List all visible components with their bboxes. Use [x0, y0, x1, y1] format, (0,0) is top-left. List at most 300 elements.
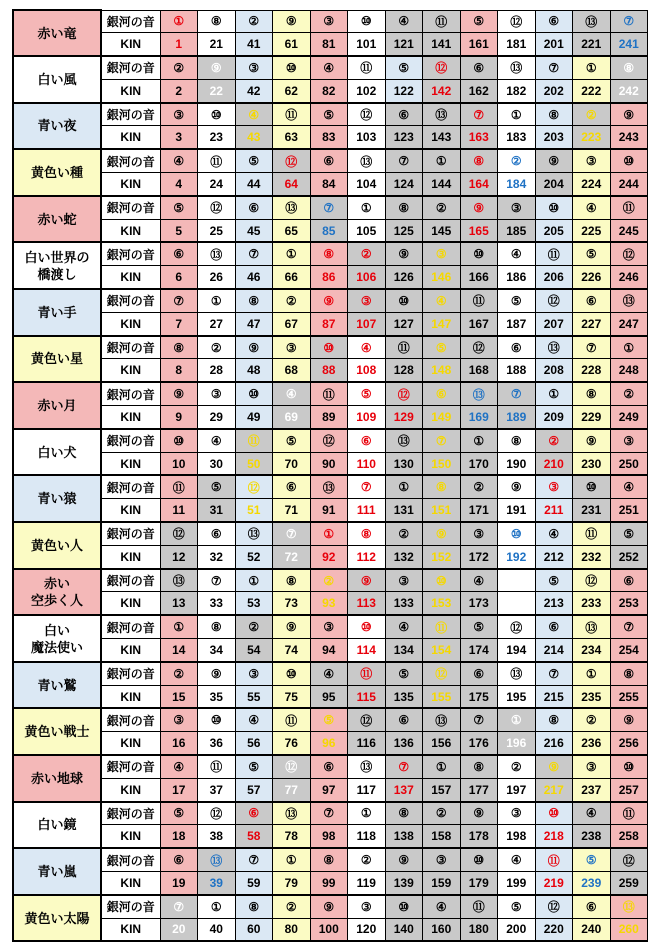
kin-number-cell: 17 [160, 778, 198, 801]
kin-number-cell: 89 [310, 406, 348, 429]
tone-cell: ⑬ [610, 895, 648, 918]
seal-name: 白い世界の 橋渡し [13, 242, 101, 289]
kin-number-cell: 122 [385, 79, 423, 102]
tone-cell: ③ [498, 802, 536, 825]
seal-name: 赤い竜 [13, 10, 101, 56]
tone-cell: ⑬ [498, 662, 536, 685]
tone-cell: ⑧ [423, 475, 461, 498]
seal-row-kin [13, 639, 648, 662]
kin-table [12, 9, 648, 942]
seal-row-kin [13, 219, 648, 242]
tone-cell: ③ [198, 382, 236, 405]
row-label-kin: KIN [101, 825, 160, 848]
seal-row-tone [13, 895, 648, 918]
tone-cell: ⑤ [273, 429, 311, 452]
kin-number-cell: 88 [310, 359, 348, 382]
kin-number-cell: 126 [385, 266, 423, 289]
tone-cell: ③ [348, 895, 386, 918]
seal-row-kin [13, 359, 648, 382]
kin-number-cell: 125 [385, 219, 423, 242]
kin-number-cell: 187 [498, 312, 536, 335]
kin-number-cell: 65 [273, 219, 311, 242]
tone-cell: ⑨ [573, 429, 611, 452]
kin-number-cell: 205 [535, 219, 573, 242]
tone-cell: ④ [573, 802, 611, 825]
kin-number-cell: 96 [310, 732, 348, 755]
tone-cell: ⑨ [385, 848, 423, 871]
tone-cell: ⑪ [385, 336, 423, 359]
tone-cell: ⑨ [610, 708, 648, 731]
tone-cell: ⑩ [535, 802, 573, 825]
kin-number-cell: 152 [423, 545, 461, 568]
tone-cell: ⑩ [460, 848, 498, 871]
tone-cell: ⑤ [348, 382, 386, 405]
tone-cell: ⑬ [198, 848, 236, 871]
kin-number-cell: 251 [610, 499, 648, 522]
tone-cell: ⑥ [235, 802, 273, 825]
kin-number-cell: 258 [610, 825, 648, 848]
tone-cell: ⑤ [610, 522, 648, 545]
tone-cell: ⑦ [610, 615, 648, 638]
seal-name: 白い 魔法使い [13, 615, 101, 662]
kin-number-cell: 37 [198, 778, 236, 801]
tone-cell: ⑧ [198, 10, 236, 33]
tone-cell: ① [498, 103, 536, 126]
row-label-tone: 銀河の音 [101, 242, 160, 265]
kin-number-cell: 62 [273, 79, 311, 102]
kin-number-cell: 154 [423, 639, 461, 662]
kin-number-cell: 165 [460, 219, 498, 242]
tone-cell: ② [385, 522, 423, 545]
tone-cell: ② [498, 149, 536, 172]
row-label-tone: 銀河の音 [101, 336, 160, 359]
tone-cell: ④ [310, 662, 348, 685]
tone-cell: ⑪ [460, 289, 498, 312]
seal-name: 黄色い太陽 [13, 895, 101, 942]
tone-cell: ⑨ [198, 56, 236, 79]
kin-number-cell: 133 [385, 592, 423, 615]
row-label-tone: 銀河の音 [101, 56, 160, 79]
row-label-kin: KIN [101, 79, 160, 102]
kin-number-cell: 256 [610, 732, 648, 755]
tone-cell: ⑤ [235, 149, 273, 172]
seal-name: 青い鷲 [13, 662, 101, 709]
tone-cell: ⑫ [348, 708, 386, 731]
kin-number-cell: 77 [273, 778, 311, 801]
row-label-kin: KIN [101, 871, 160, 894]
seal-row-kin [13, 778, 648, 801]
tone-cell: ① [198, 895, 236, 918]
row-label-tone: 銀河の音 [101, 802, 160, 825]
tone-cell: ⑨ [460, 196, 498, 219]
tone-cell: ⑫ [498, 10, 536, 33]
kin-number-cell: 127 [385, 312, 423, 335]
seal-row-tone [13, 429, 648, 452]
tone-cell: ⑧ [610, 56, 648, 79]
tone-cell: ⑫ [498, 615, 536, 638]
kin-number-cell: 197 [498, 778, 536, 801]
tone-cell: ⑦ [385, 149, 423, 172]
kin-number-cell: 93 [310, 592, 348, 615]
kin-number-cell: 55 [235, 685, 273, 708]
kin-number-cell: 115 [348, 685, 386, 708]
kin-number-cell: 180 [460, 918, 498, 941]
kin-number-cell: 169 [460, 406, 498, 429]
row-label-tone: 銀河の音 [101, 196, 160, 219]
kin-number-cell: 56 [235, 732, 273, 755]
tone-cell: ⑧ [348, 522, 386, 545]
kin-number-cell: 249 [610, 406, 648, 429]
tone-cell: ⑫ [610, 242, 648, 265]
tone-cell: ③ [535, 475, 573, 498]
seal-row-tone [13, 56, 648, 79]
tone-cell: ④ [460, 569, 498, 592]
seal-row-tone [13, 755, 648, 778]
tone-cell: ⑧ [385, 196, 423, 219]
kin-number-cell: 198 [498, 825, 536, 848]
seal-name: 赤い 空歩く人 [13, 569, 101, 616]
seal-row-tone [13, 475, 648, 498]
tone-cell: ⑬ [348, 149, 386, 172]
kin-number-cell: 191 [498, 499, 536, 522]
kin-number-cell: 175 [460, 685, 498, 708]
tone-cell: ② [160, 56, 198, 79]
kin-number-cell: 177 [460, 778, 498, 801]
kin-number-cell: 47 [235, 312, 273, 335]
kin-number-cell: 144 [423, 173, 461, 196]
kin-number-cell: 148 [423, 359, 461, 382]
kin-number-cell: 140 [385, 918, 423, 941]
row-label-tone: 銀河の音 [101, 149, 160, 172]
kin-number-cell: 74 [273, 639, 311, 662]
tone-cell: ⑦ [610, 10, 648, 33]
tone-cell: ⑪ [610, 196, 648, 219]
tone-cell: ④ [310, 56, 348, 79]
kin-number-cell: 123 [385, 126, 423, 149]
kin-number-cell: 214 [535, 639, 573, 662]
row-label-tone: 銀河の音 [101, 429, 160, 452]
tone-cell: ⑧ [310, 242, 348, 265]
kin-number-cell: 109 [348, 406, 386, 429]
tone-cell: ⑦ [198, 569, 236, 592]
kin-number-cell: 110 [348, 452, 386, 475]
row-label-kin: KIN [101, 778, 160, 801]
kin-number-cell: 150 [423, 452, 461, 475]
kin-number-cell: 29 [198, 406, 236, 429]
tone-cell: ⑬ [573, 615, 611, 638]
kin-number-cell: 183 [498, 126, 536, 149]
tone-cell: ② [423, 802, 461, 825]
tone-cell: ⑬ [460, 382, 498, 405]
row-label-tone: 銀河の音 [101, 848, 160, 871]
tone-cell: ⑥ [273, 475, 311, 498]
kin-number-cell: 106 [348, 266, 386, 289]
kin-number-cell: 5 [160, 219, 198, 242]
tone-cell: ⑥ [498, 336, 536, 359]
tone-cell: ① [160, 10, 198, 33]
tone-cell: ⑤ [498, 289, 536, 312]
kin-number-cell: 117 [348, 778, 386, 801]
tone-cell: ① [573, 662, 611, 685]
kin-number-cell: 196 [498, 732, 536, 755]
kin-number-cell: 94 [310, 639, 348, 662]
tone-cell: ⑨ [498, 475, 536, 498]
kin-number-cell: 241 [610, 33, 648, 56]
tone-cell: ② [573, 708, 611, 731]
kin-number-cell: 83 [310, 126, 348, 149]
kin-number-cell: 255 [610, 685, 648, 708]
kin-number-cell: 99 [310, 871, 348, 894]
tone-cell: ⑩ [423, 569, 461, 592]
kin-number-cell: 8 [160, 359, 198, 382]
kin-number-cell: 253 [610, 592, 648, 615]
kin-number-cell: 43 [235, 126, 273, 149]
tone-cell: ⑥ [423, 382, 461, 405]
tone-cell: ⑩ [273, 56, 311, 79]
row-label-kin: KIN [101, 918, 160, 941]
kin-number-cell: 161 [460, 33, 498, 56]
kin-number-cell: 39 [198, 871, 236, 894]
tone-cell: ⑧ [198, 615, 236, 638]
kin-number-cell: 242 [610, 79, 648, 102]
kin-number-cell: 54 [235, 639, 273, 662]
tone-cell: ⑦ [535, 662, 573, 685]
seal-name: 赤い月 [13, 382, 101, 429]
tone-cell: ⑥ [348, 429, 386, 452]
tone-cell: ⑤ [535, 569, 573, 592]
tone-cell: ⑨ [310, 895, 348, 918]
kin-number-cell: 58 [235, 825, 273, 848]
kin-number-cell: 72 [273, 545, 311, 568]
kin-number-cell: 184 [498, 173, 536, 196]
tone-cell: ⑥ [310, 755, 348, 778]
kin-number-cell: 212 [535, 545, 573, 568]
kin-number-cell: 69 [273, 406, 311, 429]
kin-number-cell: 168 [460, 359, 498, 382]
tone-cell: ② [610, 382, 648, 405]
tone-cell: ④ [160, 149, 198, 172]
kin-number-cell: 118 [348, 825, 386, 848]
kin-number-cell: 119 [348, 871, 386, 894]
tone-cell: ⑬ [235, 522, 273, 545]
seal-row-tone [13, 662, 648, 685]
tone-cell: ⑧ [460, 149, 498, 172]
kin-number-cell: 185 [498, 219, 536, 242]
row-label-tone: 銀河の音 [101, 708, 160, 731]
tone-cell: ⑫ [198, 802, 236, 825]
seal-row-tone [13, 289, 648, 312]
kin-number-cell: 145 [423, 219, 461, 242]
tone-cell: ⑧ [235, 289, 273, 312]
tone-cell: ⑤ [310, 708, 348, 731]
kin-number-cell: 101 [348, 33, 386, 56]
kin-number-cell: 224 [573, 173, 611, 196]
tone-cell: ⑧ [160, 336, 198, 359]
kin-number-cell: 173 [460, 592, 498, 615]
tone-cell: ② [423, 196, 461, 219]
tone-cell: ⑦ [160, 895, 198, 918]
kin-number-cell: 50 [235, 452, 273, 475]
tone-cell: ② [310, 569, 348, 592]
tone-cell: ⑩ [535, 196, 573, 219]
seal-name: 赤い蛇 [13, 196, 101, 243]
tone-cell: ⑩ [610, 755, 648, 778]
tone-cell: ⑤ [160, 802, 198, 825]
kin-number-cell: 85 [310, 219, 348, 242]
tone-cell: ⑨ [273, 615, 311, 638]
tone-cell: ⑬ [535, 336, 573, 359]
kin-number-cell: 131 [385, 499, 423, 522]
kin-number-cell: 239 [573, 871, 611, 894]
tone-cell: ⑤ [385, 56, 423, 79]
kin-number-cell: 202 [535, 79, 573, 102]
kin-number-cell: 227 [573, 312, 611, 335]
tone-cell: ⑥ [610, 569, 648, 592]
tone-cell: ⑪ [460, 895, 498, 918]
kin-number-cell: 134 [385, 639, 423, 662]
kin-number-cell: 203 [535, 126, 573, 149]
tone-cell: ⑬ [348, 755, 386, 778]
kin-number-cell: 226 [573, 266, 611, 289]
tone-cell: ① [535, 382, 573, 405]
tone-cell: ⑥ [160, 848, 198, 871]
kin-number-cell: 194 [498, 639, 536, 662]
kin-number-cell: 86 [310, 266, 348, 289]
kin-number-cell: 228 [573, 359, 611, 382]
tone-cell: ⑧ [573, 382, 611, 405]
tone-cell: ⑤ [460, 10, 498, 33]
kin-number-cell: 11 [160, 499, 198, 522]
kin-number-cell: 53 [235, 592, 273, 615]
kin-number-cell: 243 [610, 126, 648, 149]
tone-cell: ⑦ [235, 242, 273, 265]
seal-row-tone [13, 336, 648, 359]
kin-number-cell: 216 [535, 732, 573, 755]
tone-cell: ⑧ [310, 848, 348, 871]
row-label-kin: KIN [101, 685, 160, 708]
seal-row-tone [13, 569, 648, 592]
tone-cell: ⑬ [273, 196, 311, 219]
kin-number-cell: 135 [385, 685, 423, 708]
tone-cell: ⑫ [535, 895, 573, 918]
tone-cell: ② [348, 242, 386, 265]
row-label-kin: KIN [101, 406, 160, 429]
tone-cell: ③ [160, 708, 198, 731]
kin-number-cell: 192 [498, 545, 536, 568]
tone-cell: ⑧ [610, 662, 648, 685]
tone-cell: ① [348, 802, 386, 825]
tone-cell: ⑤ [573, 242, 611, 265]
tone-cell: ④ [348, 336, 386, 359]
tone-cell: ⑩ [310, 336, 348, 359]
tone-cell: ⑪ [535, 848, 573, 871]
tone-cell: ② [273, 895, 311, 918]
kin-number-cell: 9 [160, 406, 198, 429]
tone-cell: ⑨ [273, 10, 311, 33]
seal-row-tone [13, 196, 648, 219]
tone-cell: ① [235, 569, 273, 592]
kin-number-cell: 81 [310, 33, 348, 56]
kin-number-cell: 132 [385, 545, 423, 568]
tone-cell: ⑥ [160, 242, 198, 265]
tone-cell: ③ [573, 149, 611, 172]
kin-number-cell: 114 [348, 639, 386, 662]
kin-number-cell: 179 [460, 871, 498, 894]
tone-cell: ③ [273, 336, 311, 359]
kin-number-cell: 217 [535, 778, 573, 801]
kin-number-cell: 229 [573, 406, 611, 429]
kin-number-cell: 76 [273, 732, 311, 755]
tone-cell: ③ [460, 522, 498, 545]
row-label-kin: KIN [101, 312, 160, 335]
kin-number-cell: 25 [198, 219, 236, 242]
kin-number-cell: 252 [610, 545, 648, 568]
tone-cell: ① [423, 149, 461, 172]
tone-cell: ⑦ [573, 336, 611, 359]
kin-number-cell: 22 [198, 79, 236, 102]
kin-number-cell: 28 [198, 359, 236, 382]
tone-cell: ② [198, 336, 236, 359]
kin-number-cell: 78 [273, 825, 311, 848]
tone-cell: ⑥ [198, 522, 236, 545]
seal-name: 黄色い人 [13, 522, 101, 569]
row-label-tone: 銀河の音 [101, 615, 160, 638]
tone-cell: ④ [160, 755, 198, 778]
kin-number-cell: 70 [273, 452, 311, 475]
kin-number-cell: 142 [423, 79, 461, 102]
kin-number-cell: 20 [160, 918, 198, 941]
kin-number-cell: 35 [198, 685, 236, 708]
kin-number-cell: 91 [310, 499, 348, 522]
tone-cell: ⑩ [198, 708, 236, 731]
seal-name: 黄色い戦士 [13, 708, 101, 755]
kin-number-cell: 87 [310, 312, 348, 335]
seal-row-tone [13, 522, 648, 545]
tone-cell: ② [498, 755, 536, 778]
kin-number-cell: 164 [460, 173, 498, 196]
kin-number-cell: 66 [273, 266, 311, 289]
row-label-tone: 銀河の音 [101, 289, 160, 312]
tone-cell: ⑨ [423, 522, 461, 545]
kin-number-cell: 68 [273, 359, 311, 382]
tone-cell: ④ [573, 196, 611, 219]
kin-number-cell: 246 [610, 266, 648, 289]
kin-number-cell: 120 [348, 918, 386, 941]
tone-cell: ⑬ [573, 10, 611, 33]
tone-cell: ① [310, 522, 348, 545]
tone-cell: ⑦ [423, 429, 461, 452]
tone-cell: ⑥ [535, 10, 573, 33]
kin-number-cell: 146 [423, 266, 461, 289]
kin-number-cell: 207 [535, 312, 573, 335]
tone-cell: ⑨ [385, 242, 423, 265]
row-label-kin: KIN [101, 452, 160, 475]
tone-cell: ⑪ [310, 382, 348, 405]
tone-cell: ⑥ [460, 56, 498, 79]
tone-cell: ⑨ [460, 802, 498, 825]
tone-cell: ⑥ [573, 895, 611, 918]
kin-number-cell: 19 [160, 871, 198, 894]
tone-cell: ⑪ [348, 662, 386, 685]
kin-number-cell: 71 [273, 499, 311, 522]
tone-cell: ⑪ [423, 615, 461, 638]
kin-number-cell: 90 [310, 452, 348, 475]
tone-cell: ⑩ [385, 895, 423, 918]
kin-number-cell: 95 [310, 685, 348, 708]
tone-cell: ⑥ [573, 289, 611, 312]
kin-number-cell: 188 [498, 359, 536, 382]
tone-cell: ⑤ [385, 662, 423, 685]
